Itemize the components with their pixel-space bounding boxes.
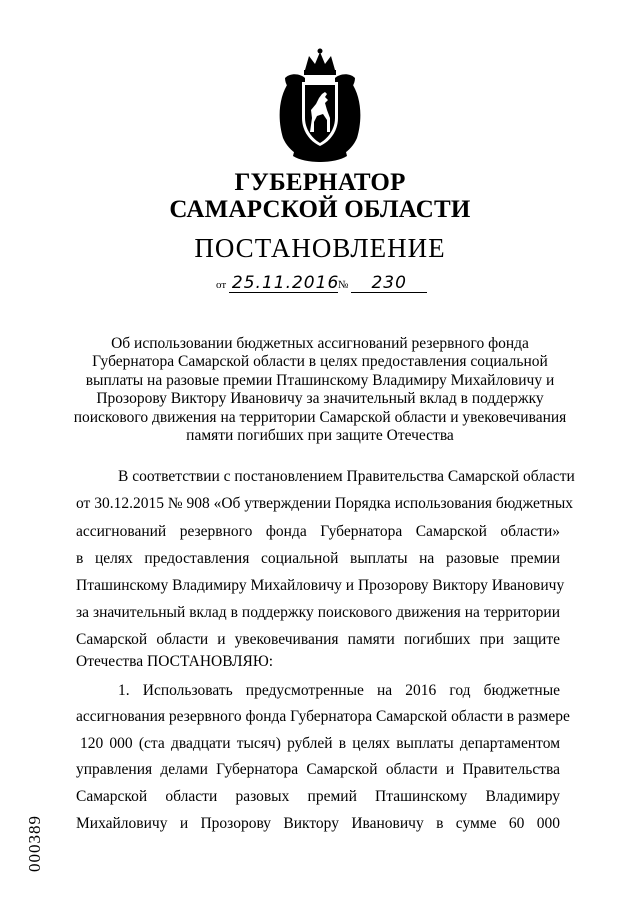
decree-number: 230	[351, 274, 427, 293]
body-line: 1. Использовать предусмотренные на 2016 год бюджетные	[118, 682, 560, 699]
document-type: ПОСТАНОВЛЕНИЕ	[194, 233, 446, 263]
decree-subject	[60, 335, 580, 445]
body-line: в целях предоставления социальной выплаты на разовые премии	[76, 550, 560, 567]
number-label: №	[337, 279, 349, 291]
body-line: Пташинскому Владимиру Михайловичу и Прозорову Виктору Ивановичу	[76, 577, 565, 594]
header-region: САМАРСКОЙ ОБЛАСТИ	[169, 196, 471, 223]
subject-line: Прозорову Виктору Ивановичу за значительный вклад в поддержку	[96, 390, 544, 408]
decree-date: 25.11.2016	[229, 274, 338, 293]
samara-coat-of-arms-emblem	[275, 48, 365, 166]
body-line: Михайловичу и Прозорову Виктору Ивановичу в сумме 60 000	[76, 815, 560, 832]
body-line: от 30.12.2015 № 908 «Об утверждении Порядка использования бюджетных	[76, 495, 574, 512]
body-line: за значительный вклад в поддержку поискового движения на территории	[76, 604, 560, 621]
subject-line: выплаты на разовые премии Пташинскому Владимиру Михайловичу и	[85, 371, 555, 389]
body-line: 120 000 (ста двадцати тысяч) рублей в целях выплаты департаментом	[80, 735, 560, 752]
side-page-number: 000389	[25, 815, 44, 872]
body-line: ассигнования резервного фонда Губернатора Самарской области в размере	[76, 708, 570, 725]
subject-line: Об использовании бюджетных ассигнований резервного фонда	[111, 335, 529, 352]
body-line: В соответствии с постановлением Правительства Самарской области	[118, 468, 575, 485]
subject-line: памяти погибших при защите Отечества	[186, 427, 454, 445]
date-number-line	[216, 274, 427, 295]
body-line: Самарской области разовых премий Пташинскому Владимиру	[76, 788, 560, 805]
body-line: управления делами Губернатора Самарской области и Правительства	[76, 761, 560, 778]
header-governor: ГУБЕРНАТОР	[234, 169, 406, 196]
body-line: Самарской области и увековечивания памяти погибших при защите	[76, 631, 560, 648]
body-line: Отечества ПОСТАНОВЛЯЮ:	[76, 653, 274, 670]
from-label: от	[216, 279, 227, 291]
subject-line: поискового движения на территории Самарской области и увековечивания	[73, 408, 567, 426]
body-line: ассигнований резервного фонда Губернатора Самарской области»	[76, 523, 560, 540]
subject-line: Губернатора Самарской области в целях предоставления социальной	[92, 353, 548, 371]
